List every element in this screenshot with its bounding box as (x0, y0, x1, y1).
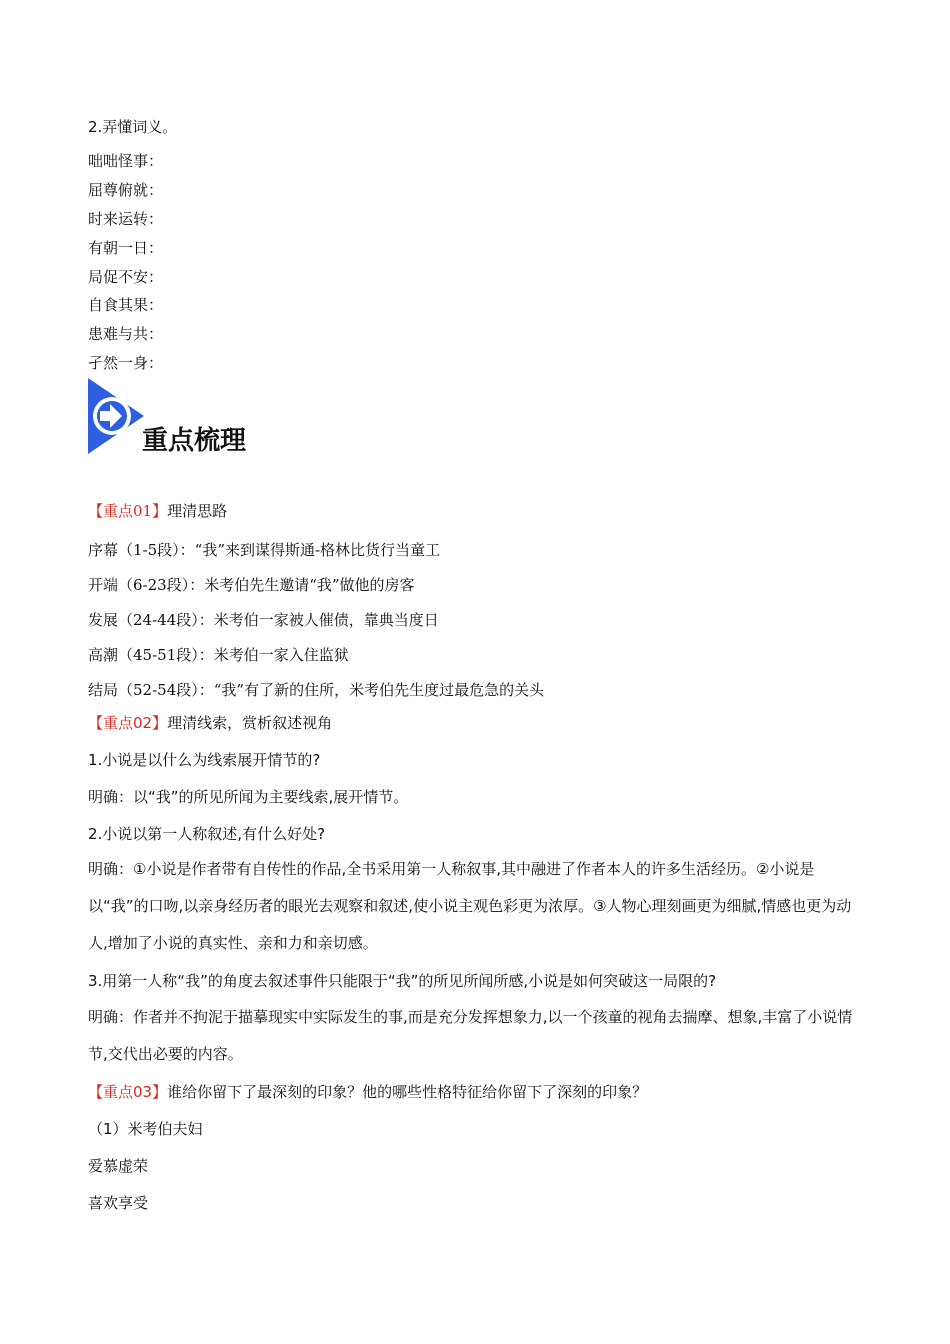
question: 1.小说是以什么为线索展开情节的? (88, 751, 321, 769)
vocab-title: 2.弄懂词义。 (88, 118, 178, 136)
vocab-item: 患难与共： (88, 325, 164, 343)
outline-line: 结局（52-54段）：“我”有了新的住所，米考伯先生度过最危急的关头 (88, 681, 545, 699)
answer: 明确：①小说是作者带有自传性的作品,全书采用第一人称叙事,其中融进了作者本人的许多生活经历。②小说是以“我”的口吻,以亲身经历者的眼光去观察和叙述,使小说主观色彩更为浓厚。③人物心理刻画更为细腻,情感也更为动人,增加了小说的真实性、亲和力和亲切感。 (88, 860, 852, 952)
point-tag: 【重点01】 (88, 502, 168, 520)
point-heading (88, 713, 332, 733)
outline-line: 序幕（1-5段）：“我”来到谋得斯通-格林比货行当童工 (88, 541, 441, 559)
vocab-item: 屈尊俯就： (88, 181, 164, 199)
answer: 明确：作者并不拘泥于描摹现实中实际发生的事,而是充分发挥想象力,以一个孩童的视角去揣摩、想象,丰富了小说情节,交代出必要的内容。 (88, 1008, 853, 1063)
section-title: 重点梳理 (142, 426, 247, 456)
vocab-item: 咄咄怪事： (88, 152, 164, 170)
vocab-item: 有朝一日： (88, 239, 164, 257)
answer: 明确：以“我”的所见所闻为主要线索,展开情节。 (88, 788, 409, 806)
vocab-item: 孑然一身： (88, 354, 164, 372)
outline-line: 高潮（45-51段）：米考伯一家入住监狱 (88, 646, 349, 664)
vocab-item: 自食其果： (88, 296, 164, 314)
question: 2.小说以第一人称叙述,有什么好处? (88, 825, 326, 843)
question: 3.用第一人称“我”的角度去叙述事件只能限于“我”的所见所闻所感,小说是如何突破这一局限的? (88, 972, 717, 990)
trait-item: 喜欢享受 (88, 1194, 149, 1212)
vocab-item: 时来运转： (88, 210, 164, 228)
point-title: 理清线索，赏析叙述视角 (167, 714, 333, 732)
point-title: 谁给你留下了最深刻的印象？他的哪些性格特征给你留下了深刻的印象？ (167, 1083, 648, 1101)
point-tag: 【重点02】 (88, 714, 168, 732)
arrow-right-circle-icon (88, 378, 144, 454)
outline-line: 发展（24-44段）：米考伯一家被人催债，靠典当度日 (88, 611, 439, 629)
point-title: 理清思路 (167, 502, 228, 520)
vocab-item: 局促不安： (88, 268, 164, 286)
subheading: （1）米考伯夫妇 (88, 1120, 203, 1138)
point-tag: 【重点03】 (88, 1083, 168, 1101)
outline-line: 开端（6-23段）：米考伯先生邀请“我”做他的房客 (88, 576, 415, 594)
trait-item: 爱慕虚荣 (88, 1157, 149, 1175)
point-heading (88, 1082, 647, 1102)
point-heading (88, 501, 227, 521)
